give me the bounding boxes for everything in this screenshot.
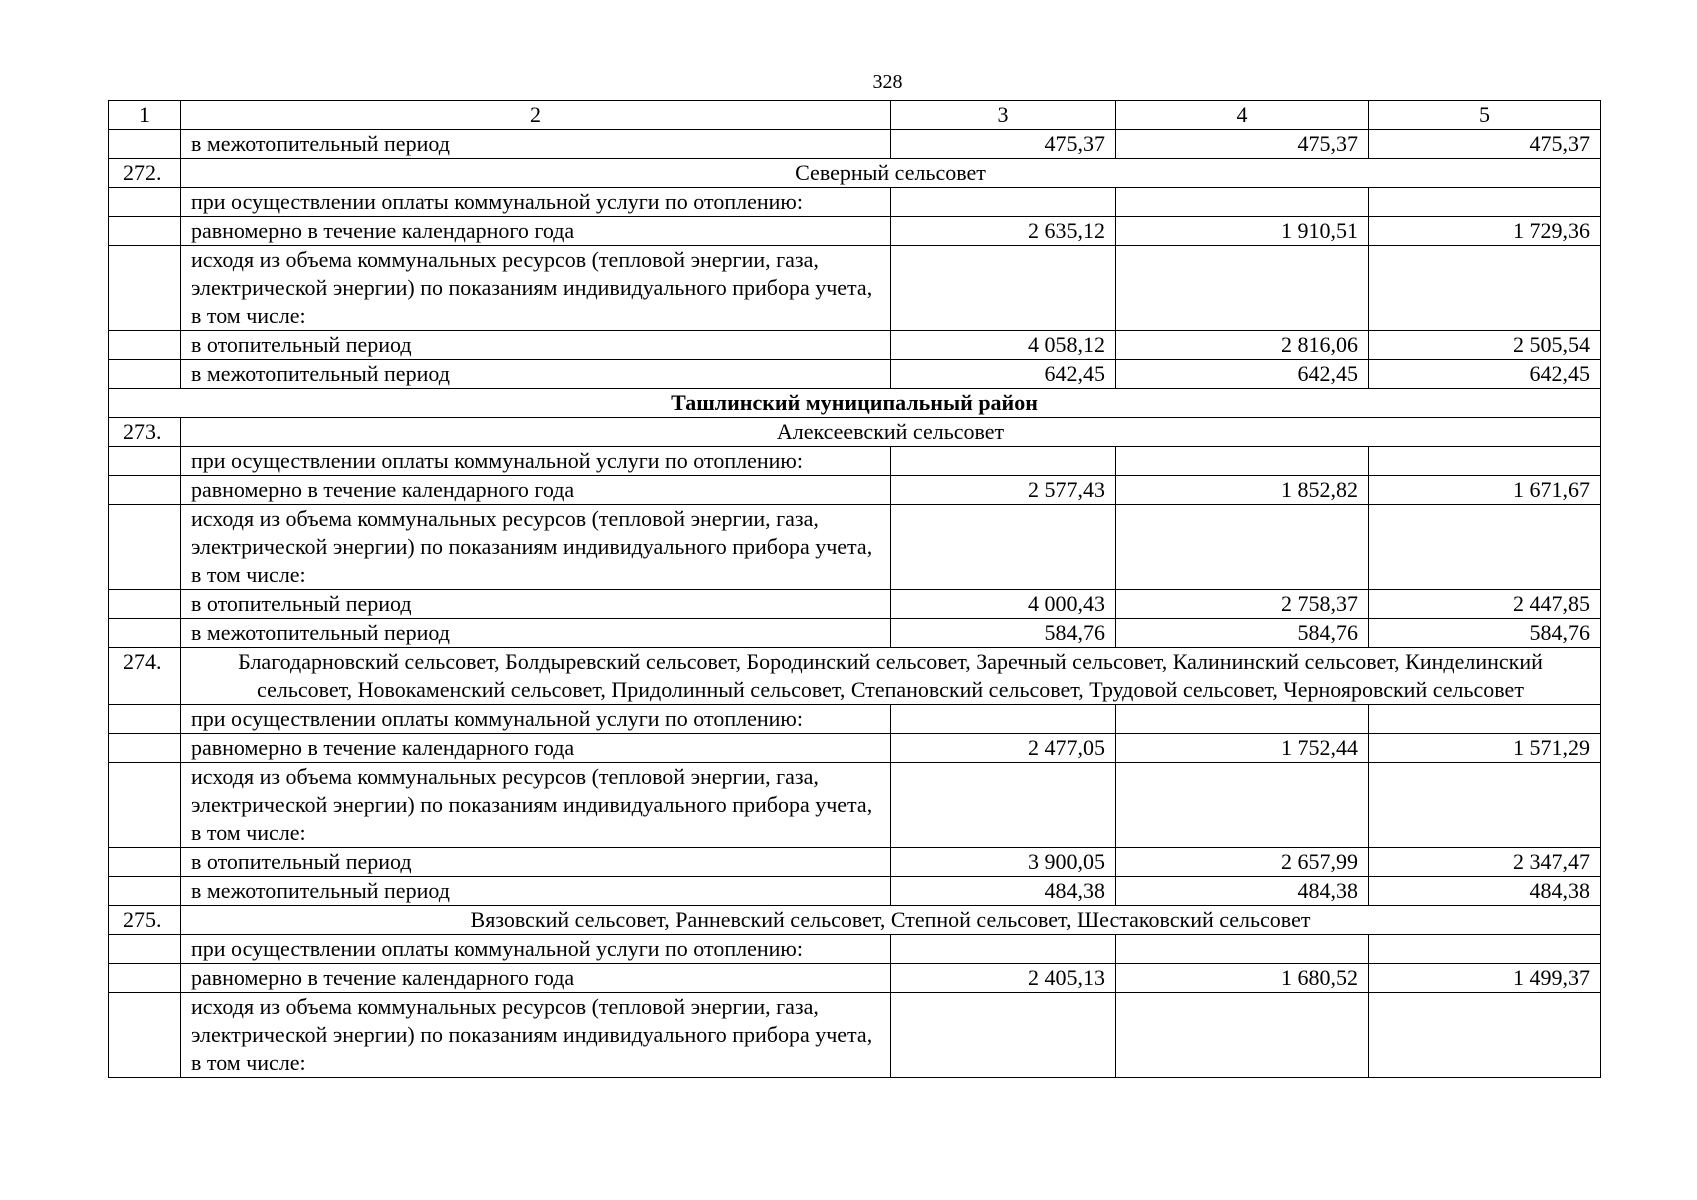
row-index bbox=[109, 848, 181, 877]
column-header: 3 bbox=[891, 101, 1116, 130]
row-label: при осуществлении оплаты коммунальной услуги по отоплению: bbox=[181, 935, 891, 964]
table-row bbox=[109, 360, 1601, 389]
row-index bbox=[109, 217, 181, 246]
row-index bbox=[109, 130, 181, 159]
row-value: 4 000,43 bbox=[891, 590, 1116, 619]
row-label: исходя из объема коммунальных ресурсов (тепловой энергии, газа, электрической энергии) по показаниям индивидуального прибора учета, в том числе: bbox=[181, 763, 891, 848]
table-row bbox=[109, 993, 1601, 1078]
row-value bbox=[891, 705, 1116, 734]
row-index: 273. bbox=[109, 418, 181, 447]
row-value: 475,37 bbox=[1116, 130, 1369, 159]
row-index: 274. bbox=[109, 648, 181, 705]
row-index bbox=[109, 476, 181, 505]
row-value bbox=[1116, 993, 1369, 1078]
table-row bbox=[109, 130, 1601, 159]
row-value: 475,37 bbox=[1369, 130, 1601, 159]
row-label: при осуществлении оплаты коммунальной услуги по отоплению: bbox=[181, 705, 891, 734]
row-value: 1 852,82 bbox=[1116, 476, 1369, 505]
row-label: равномерно в течение календарного года bbox=[181, 964, 891, 993]
row-value: 642,45 bbox=[891, 360, 1116, 389]
row-label: равномерно в течение календарного года bbox=[181, 217, 891, 246]
row-value: 2 657,99 bbox=[1116, 848, 1369, 877]
row-value bbox=[891, 505, 1116, 590]
table-row bbox=[109, 246, 1601, 331]
row-value: 1 671,67 bbox=[1369, 476, 1601, 505]
row-value bbox=[891, 246, 1116, 331]
row-index bbox=[109, 331, 181, 360]
row-index bbox=[109, 619, 181, 648]
row-label: в межотопительный период bbox=[181, 877, 891, 906]
row-label: исходя из объема коммунальных ресурсов (тепловой энергии, газа, электрической энергии) по показаниям индивидуального прибора учета, в том числе: bbox=[181, 246, 891, 331]
row-value: 2 635,12 bbox=[891, 217, 1116, 246]
table-row bbox=[109, 590, 1601, 619]
group-heading-row bbox=[109, 418, 1601, 447]
row-value: 1 729,36 bbox=[1369, 217, 1601, 246]
tariff-table bbox=[108, 100, 1601, 1078]
row-value: 2 816,06 bbox=[1116, 331, 1369, 360]
table-row bbox=[109, 877, 1601, 906]
row-value bbox=[891, 763, 1116, 848]
row-value bbox=[1369, 505, 1601, 590]
table-row bbox=[109, 935, 1601, 964]
group-heading: Алексеевский сельсовет bbox=[181, 418, 1601, 447]
column-header: 4 bbox=[1116, 101, 1369, 130]
group-heading-row bbox=[109, 648, 1601, 705]
row-value: 2 505,54 bbox=[1369, 331, 1601, 360]
row-label: в отопительный период bbox=[181, 331, 891, 360]
row-label: в межотопительный период bbox=[181, 619, 891, 648]
row-value bbox=[1116, 447, 1369, 476]
group-heading: Благодарновский сельсовет, Болдыревский сельсовет, Бородинский сельсовет, Заречный сельсовет, Калининский сельсовет, Кинделинский сельсовет, Новокаменский сельсовет, Придолинный сельсовет, Степановский сельсовет, Трудовой сельсовет, Чернояровский сельсовет bbox=[181, 648, 1601, 705]
column-header: 5 bbox=[1369, 101, 1601, 130]
column-header: 1 bbox=[109, 101, 181, 130]
group-heading-row bbox=[109, 159, 1601, 188]
row-label: в отопительный период bbox=[181, 590, 891, 619]
row-label: при осуществлении оплаты коммунальной услуги по отоплению: bbox=[181, 188, 891, 217]
district-heading: Ташлинский муниципальный район bbox=[109, 389, 1601, 418]
row-label: исходя из объема коммунальных ресурсов (тепловой энергии, газа, электрической энергии) по показаниям индивидуального прибора учета, в том числе: bbox=[181, 505, 891, 590]
table-row bbox=[109, 217, 1601, 246]
row-index: 272. bbox=[109, 159, 181, 188]
row-value: 642,45 bbox=[1116, 360, 1369, 389]
row-value: 2 447,85 bbox=[1369, 590, 1601, 619]
row-value: 475,37 bbox=[891, 130, 1116, 159]
group-heading: Вязовский сельсовет, Ранневский сельсовет, Степной сельсовет, Шестаковский сельсовет bbox=[181, 906, 1601, 935]
row-value bbox=[1116, 188, 1369, 217]
row-index bbox=[109, 935, 181, 964]
row-index bbox=[109, 734, 181, 763]
row-index bbox=[109, 360, 181, 389]
row-label: равномерно в течение календарного года bbox=[181, 734, 891, 763]
row-value: 1 752,44 bbox=[1116, 734, 1369, 763]
row-index: 275. bbox=[109, 906, 181, 935]
row-value bbox=[1116, 935, 1369, 964]
row-value bbox=[891, 188, 1116, 217]
row-value: 1 499,37 bbox=[1369, 964, 1601, 993]
row-value: 1 571,29 bbox=[1369, 734, 1601, 763]
row-value: 484,38 bbox=[891, 877, 1116, 906]
column-header: 2 bbox=[181, 101, 891, 130]
row-value: 584,76 bbox=[1369, 619, 1601, 648]
row-label: в межотопительный период bbox=[181, 360, 891, 389]
group-heading-row bbox=[109, 906, 1601, 935]
row-value bbox=[1369, 993, 1601, 1078]
row-index bbox=[109, 246, 181, 331]
table-row bbox=[109, 476, 1601, 505]
row-value: 4 058,12 bbox=[891, 331, 1116, 360]
row-value bbox=[1369, 705, 1601, 734]
table-row bbox=[109, 505, 1601, 590]
row-value: 3 900,05 bbox=[891, 848, 1116, 877]
table-row bbox=[109, 447, 1601, 476]
row-index bbox=[109, 763, 181, 848]
row-value: 2 758,37 bbox=[1116, 590, 1369, 619]
table-row bbox=[109, 964, 1601, 993]
row-label: в межотопительный период bbox=[181, 130, 891, 159]
table-row bbox=[109, 331, 1601, 360]
page-number: 328 bbox=[872, 71, 903, 93]
row-value bbox=[891, 935, 1116, 964]
row-index bbox=[109, 964, 181, 993]
row-value: 484,38 bbox=[1116, 877, 1369, 906]
row-label: исходя из объема коммунальных ресурсов (тепловой энергии, газа, электрической энергии) по показаниям индивидуального прибора учета, в том числе: bbox=[181, 993, 891, 1078]
row-value: 642,45 bbox=[1369, 360, 1601, 389]
row-index bbox=[109, 188, 181, 217]
row-value bbox=[1369, 188, 1601, 217]
row-value bbox=[891, 993, 1116, 1078]
table-row bbox=[109, 848, 1601, 877]
row-value bbox=[1116, 246, 1369, 331]
row-value: 1 680,52 bbox=[1116, 964, 1369, 993]
row-label: при осуществлении оплаты коммунальной услуги по отоплению: bbox=[181, 447, 891, 476]
table-header-row bbox=[109, 101, 1601, 130]
row-index bbox=[109, 447, 181, 476]
table-row bbox=[109, 734, 1601, 763]
row-value: 2 405,13 bbox=[891, 964, 1116, 993]
row-value: 1 910,51 bbox=[1116, 217, 1369, 246]
row-value bbox=[1369, 763, 1601, 848]
row-value: 484,38 bbox=[1369, 877, 1601, 906]
row-value bbox=[1369, 447, 1601, 476]
table-row bbox=[109, 705, 1601, 734]
table-row bbox=[109, 188, 1601, 217]
row-value: 2 347,47 bbox=[1369, 848, 1601, 877]
row-value bbox=[1369, 935, 1601, 964]
table-row bbox=[109, 763, 1601, 848]
row-value: 2 577,43 bbox=[891, 476, 1116, 505]
row-index bbox=[109, 993, 181, 1078]
group-heading: Северный сельсовет bbox=[181, 159, 1601, 188]
row-value bbox=[891, 447, 1116, 476]
row-value bbox=[1116, 705, 1369, 734]
row-index bbox=[109, 877, 181, 906]
row-index bbox=[109, 590, 181, 619]
district-heading-row bbox=[109, 389, 1601, 418]
row-label: в отопительный период bbox=[181, 848, 891, 877]
table-row bbox=[109, 619, 1601, 648]
row-index bbox=[109, 705, 181, 734]
table-body bbox=[109, 130, 1601, 1078]
row-value bbox=[1369, 246, 1601, 331]
row-index bbox=[109, 505, 181, 590]
row-value: 584,76 bbox=[1116, 619, 1369, 648]
row-label: равномерно в течение календарного года bbox=[181, 476, 891, 505]
row-value bbox=[1116, 763, 1369, 848]
row-value bbox=[1116, 505, 1369, 590]
row-value: 2 477,05 bbox=[891, 734, 1116, 763]
row-value: 584,76 bbox=[891, 619, 1116, 648]
